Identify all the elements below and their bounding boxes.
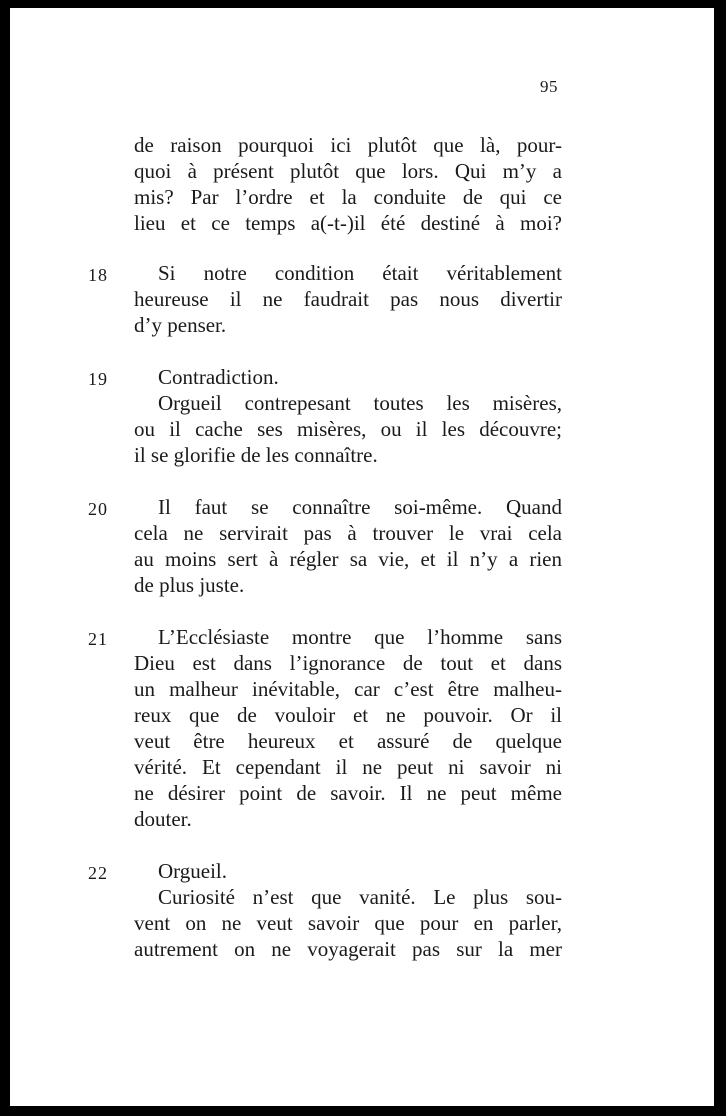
text-line: un malheur inévitable, car c’est être malheu- [134, 677, 562, 701]
fragment-number: 20 [88, 499, 108, 519]
text-line: mis? Par l’ordre et la conduite de qui ce [134, 185, 562, 209]
text-line: heureuse il ne faudrait pas nous divertir [134, 287, 562, 311]
text-line: autrement on ne voyagerait pas sur la mer [134, 937, 562, 961]
text-line: Orgueil contrepesant toutes les misères, [158, 391, 562, 415]
book-page [10, 8, 714, 1106]
fragment-number: 19 [88, 369, 108, 389]
text-line: lieu et ce temps a(-t-)il été destiné à moi? [134, 211, 562, 235]
text-line: ne désirer point de savoir. Il ne peut même [134, 781, 562, 805]
text-line: Contradiction. [158, 365, 279, 389]
fragment-number: 18 [88, 265, 108, 285]
fragment-number: 22 [88, 863, 108, 883]
text-line: d’y penser. [134, 313, 227, 337]
text-line: L’Ecclésiaste montre que l’homme sans [158, 625, 562, 649]
text-line: de raison pourquoi ici plutôt que là, pour- [134, 133, 562, 157]
text-line: au moins sert à régler sa vie, et il n’y a rien [134, 547, 562, 571]
text-line: Orgueil. [158, 859, 228, 883]
text-line: Si notre condition était véritablement [158, 261, 562, 285]
text-line: quoi à présent plutôt que lors. Qui m’y a [134, 159, 562, 183]
text-line: reux que de vouloir et ne pouvoir. Or il [134, 703, 562, 727]
text-line: cela ne servirait pas à trouver le vrai cela [134, 521, 562, 545]
text-line: Dieu est dans l’ignorance de tout et dans [134, 651, 562, 675]
fragment-number: 21 [88, 629, 108, 649]
text-line: douter. [134, 807, 192, 831]
text-line: ou il cache ses misères, ou il les découvre; [134, 417, 562, 441]
text-line: veut être heureux et assuré de quelque [134, 729, 562, 753]
text-line: de plus juste. [134, 573, 245, 597]
page-number: 95 [540, 77, 558, 96]
text-line: Il faut se connaître soi-même. Quand [158, 495, 562, 519]
text-line: vent on ne veut savoir que pour en parler, [134, 911, 562, 935]
text-line: Curiosité n’est que vanité. Le plus sou- [158, 885, 562, 909]
text-line: il se glorifie de les connaître. [134, 443, 378, 467]
text-line: vérité. Et cependant il ne peut ni savoir ni [134, 755, 562, 779]
